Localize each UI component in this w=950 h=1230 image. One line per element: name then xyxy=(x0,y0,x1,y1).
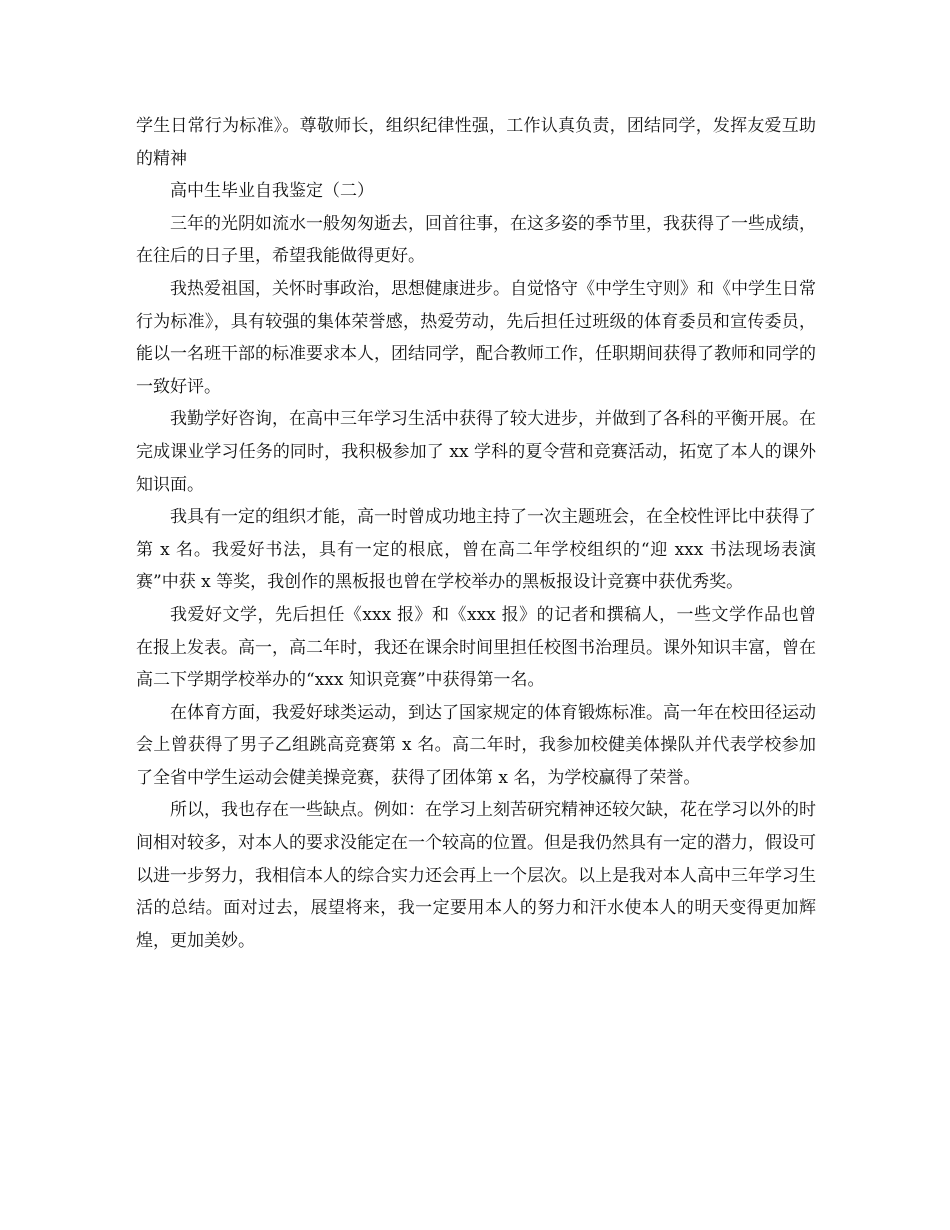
paragraph-patriotism: 我热爱祖国，关怀时事政治，思想健康进步。自觉恪守《中学生守则》和《中学生日常行为标准》，具有较强的集体荣誉感，热爱劳动，先后担任过班级的体育委员和宣传委员，能以一名班干部的标准要求本人，团结同学，配合教师工作，任职期间获得了教师和同学的一致好评。 xyxy=(136,278,816,397)
paragraph-intro: 三年的光阴如流水一般匆匆逝去，回首往事，在这多姿的季节里，我获得了一些成绩，在往后的日子里，希望我能做得更好。 xyxy=(136,213,816,267)
paragraph-literature: 我爱好文学，先后担任《xxx 报》和《xxx 报》的记者和撰稿人，一些文学作品也曾在报上发表。高一，高二年时，我还在课余时间里担任校图书治理员。课外知识丰富，曾在高二下学期学校举办的“xxx 知识竞赛”中获得第一名。 xyxy=(136,604,816,691)
paragraph-conclusion: 所以，我也存在一些缺点。例如：在学习上刻苦研究精神还较欠缺，花在学习以外的时间相对较多，对本人的要求没能定在一个较高的位置。但是我仍然具有一定的潜力，假设可以进一步努力，我相信本人的综合实力还会再上一个层次。以上是我对本人高中三年学习生活的总结。面对过去，展望将来，我一定要用本人的努力和汗水使本人的明天变得更加辉煌，更加美妙。 xyxy=(136,800,816,951)
paragraph-study: 我勤学好咨询，在高中三年学习生活中获得了较大进步，并做到了各科的平衡开展。在完成课业学习任务的同时，我积极参加了 xx 学科的夏令营和竞赛活动，拓宽了本人的课外知识面。 xyxy=(136,409,816,495)
document-page xyxy=(136,110,816,957)
paragraph-organization: 我具有一定的组织才能，高一时曾成功地主持了一次主题班会，在全校性评比中获得了第 x 名。我爱好书法，具有一定的根底，曾在高二年学校组织的“迎 xxx 书法现场表演赛”中获 x 等奖，我创作的黑板报也曾在学校举办的黑板报设计竞赛中获优秀奖。 xyxy=(136,507,816,593)
section-heading: 高中生毕业自我鉴定（二） xyxy=(170,181,374,202)
paragraph-sports: 在体育方面，我爱好球类运动，到达了国家规定的体育锻炼标准。高一年在校田径运动会上曾获得了男子乙组跳高竞赛第 x 名。高二年时，我参加校健美体操队并代表学校参加了全省中学生运动会健美操竞赛，获得了团体第 x 名，为学校赢得了荣誉。 xyxy=(136,702,816,788)
paragraph-continuation: 学生日常行为标准》。尊敬师长，组织纪律性强，工作认真负责，团结同学，发挥友爱互助的精神 xyxy=(136,116,816,169)
